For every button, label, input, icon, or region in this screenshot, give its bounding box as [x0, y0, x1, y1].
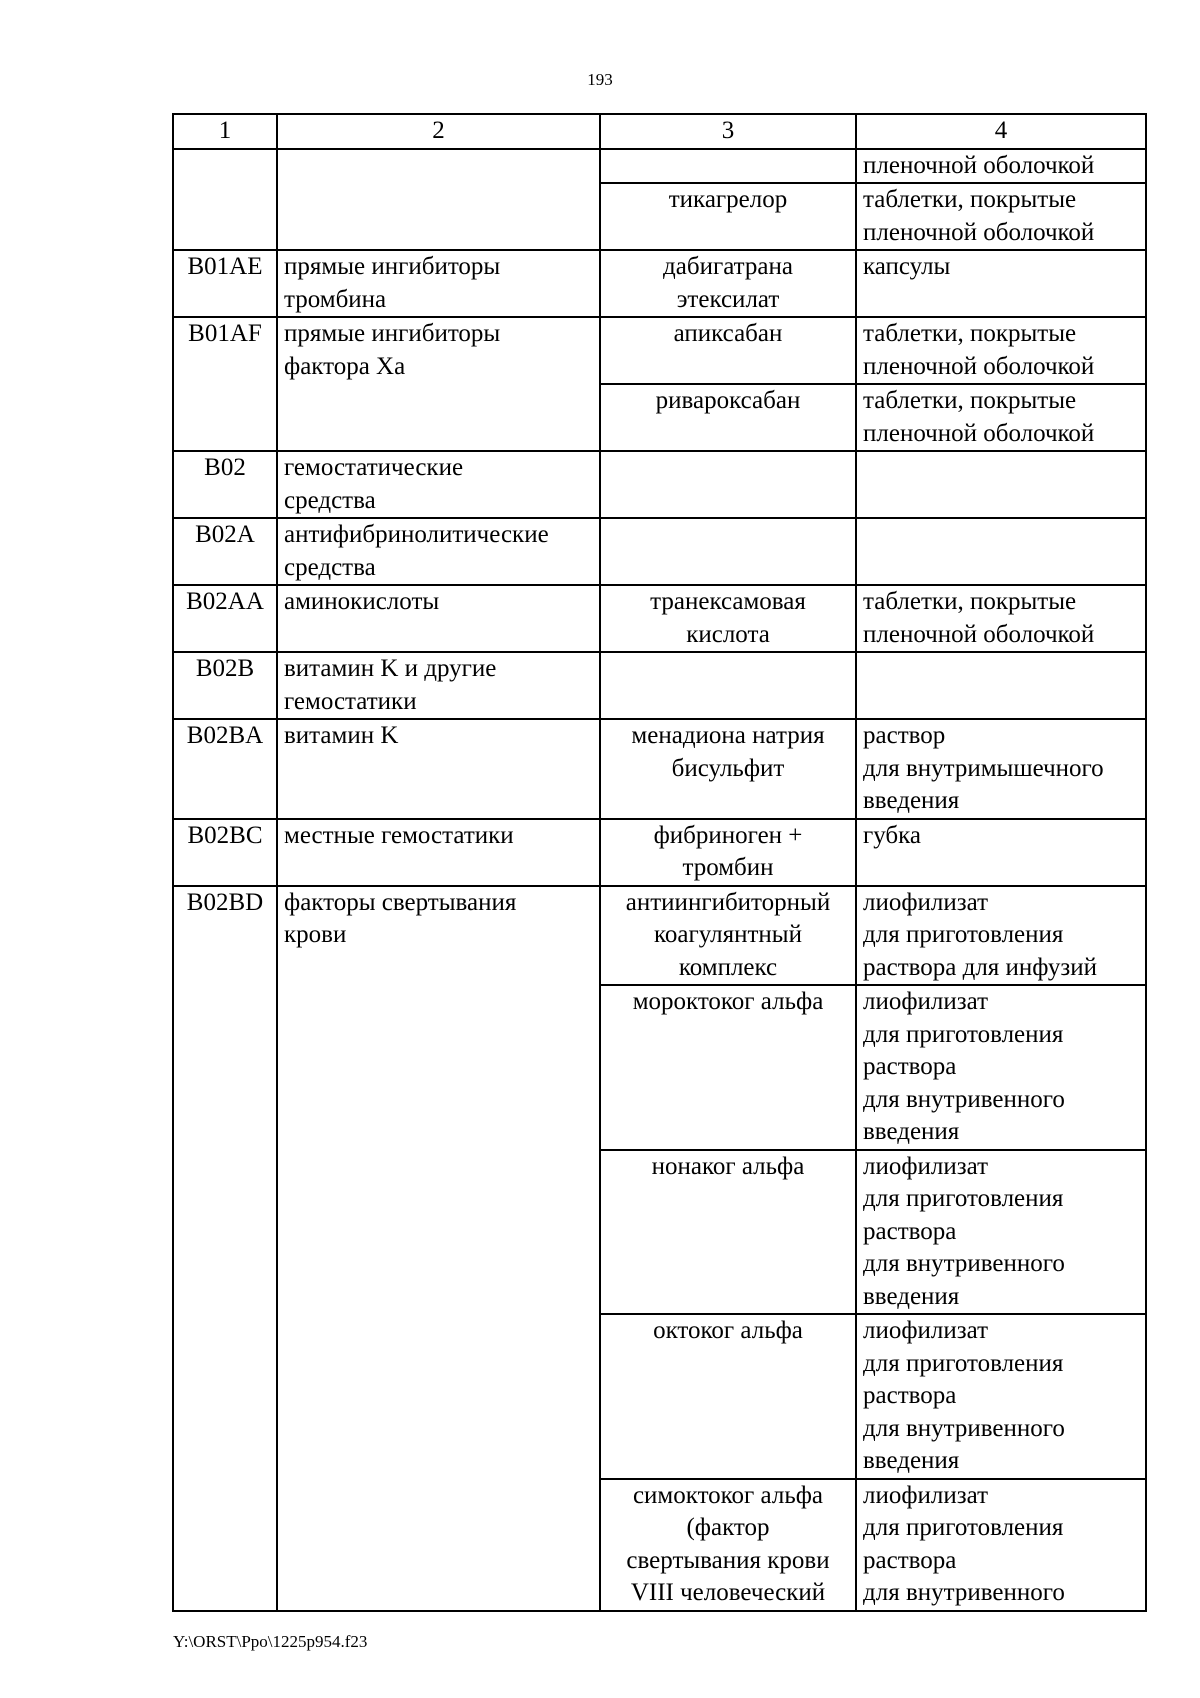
dosage-form-cell: лиофилизат для приготовления раствора для внутривенного введения — [856, 985, 1146, 1150]
dosage-form-cell: таблетки, покрытые пленочной оболочкой — [856, 317, 1146, 384]
table-body — [173, 114, 1146, 1611]
dosage-form-cell: таблетки, покрытые пленочной оболочкой — [856, 384, 1146, 451]
drug-name-cell: октоког альфа — [600, 1314, 856, 1479]
atc-code-cell: B02BD — [173, 886, 277, 1611]
dosage-form-cell: лиофилизат для приготовления раствора для внутривенного — [856, 1479, 1146, 1611]
table-row — [173, 585, 1146, 652]
atc-code-cell: B02B — [173, 652, 277, 719]
pharmacological-group-cell — [277, 149, 600, 251]
page-number: 193 — [587, 70, 613, 89]
atc-code-cell: B01AF — [173, 317, 277, 451]
drug-name-cell: антиингибиторный коагулянтный комплекс — [600, 886, 856, 986]
pharmacological-group-cell: местные гемостатики — [277, 819, 600, 886]
dosage-form-cell: раствор для внутримышечного введения — [856, 719, 1146, 819]
pharmacological-group-cell: антифибринолитические средства — [277, 518, 600, 585]
pharmacological-group-cell: гемостатические средства — [277, 451, 600, 518]
dosage-form-cell: таблетки, покрытые пленочной оболочкой — [856, 585, 1146, 652]
drug-name-cell: транексамовая кислота — [600, 585, 856, 652]
dosage-form-cell: капсулы — [856, 250, 1146, 317]
header-cell-col4: 4 — [856, 114, 1146, 149]
drug-name-cell: мороктоког альфа — [600, 985, 856, 1150]
table-row — [173, 317, 1146, 384]
drug-name-cell: менадиона натрия бисульфит — [600, 719, 856, 819]
dosage-form-cell — [856, 451, 1146, 518]
atc-code-cell: B01AE — [173, 250, 277, 317]
dosage-form-cell: лиофилизат для приготовления раствора для внутривенного введения — [856, 1314, 1146, 1479]
dosage-form-cell: таблетки, покрытые пленочной оболочкой — [856, 183, 1146, 250]
dosage-form-cell — [856, 652, 1146, 719]
drug-name-cell: апиксабан — [600, 317, 856, 384]
drug-name-cell: фибриноген + тромбин — [600, 819, 856, 886]
header-cell-col1: 1 — [173, 114, 277, 149]
pharmacological-group-cell: факторы свертывания крови — [277, 886, 600, 1611]
table-row — [173, 451, 1146, 518]
drug-name-cell — [600, 451, 856, 518]
drug-name-cell: ривароксабан — [600, 384, 856, 451]
drug-name-cell: нонаког альфа — [600, 1150, 856, 1315]
table-header-row — [173, 114, 1146, 149]
drug-name-cell: симоктоког альфа (фактор свертывания крови VIII человеческий — [600, 1479, 856, 1611]
table-row — [173, 886, 1146, 986]
atc-code-cell: B02BC — [173, 819, 277, 886]
header-cell-col2: 2 — [277, 114, 600, 149]
atc-code-cell: B02A — [173, 518, 277, 585]
atc-code-cell: B02BA — [173, 719, 277, 819]
pharmacological-group-cell: витамин K и другие гемостатики — [277, 652, 600, 719]
dosage-form-cell: губка — [856, 819, 1146, 886]
header-cell-col3: 3 — [600, 114, 856, 149]
pharmacological-group-cell: прямые ингибиторы тромбина — [277, 250, 600, 317]
drug-name-cell — [600, 652, 856, 719]
table-row — [173, 719, 1146, 819]
drug-name-cell — [600, 149, 856, 184]
atc-code-cell: B02AA — [173, 585, 277, 652]
drug-name-cell — [600, 518, 856, 585]
drug-name-cell: дабигатрана этексилат — [600, 250, 856, 317]
dosage-form-cell: пленочной оболочкой — [856, 149, 1146, 184]
atc-code-cell: B02 — [173, 451, 277, 518]
footer-file-path: Y:\ORST\Ppo\1225p954.f23 — [173, 1632, 368, 1651]
dosage-form-cell: лиофилизат для приготовления раствора для внутривенного введения — [856, 1150, 1146, 1315]
table-row — [173, 250, 1146, 317]
drug-table — [172, 113, 1147, 1612]
dosage-form-cell: лиофилизат для приготовления раствора для инфузий — [856, 886, 1146, 986]
drug-name-cell: тикагрелор — [600, 183, 856, 250]
table-row — [173, 149, 1146, 184]
pharmacological-group-cell: витамин K — [277, 719, 600, 819]
table-row — [173, 518, 1146, 585]
dosage-form-cell — [856, 518, 1146, 585]
pharmacological-group-cell: прямые ингибиторы фактора Xa — [277, 317, 600, 451]
atc-code-cell — [173, 149, 277, 251]
pharmacological-group-cell: аминокислоты — [277, 585, 600, 652]
table-row — [173, 652, 1146, 719]
table-row — [173, 819, 1146, 886]
